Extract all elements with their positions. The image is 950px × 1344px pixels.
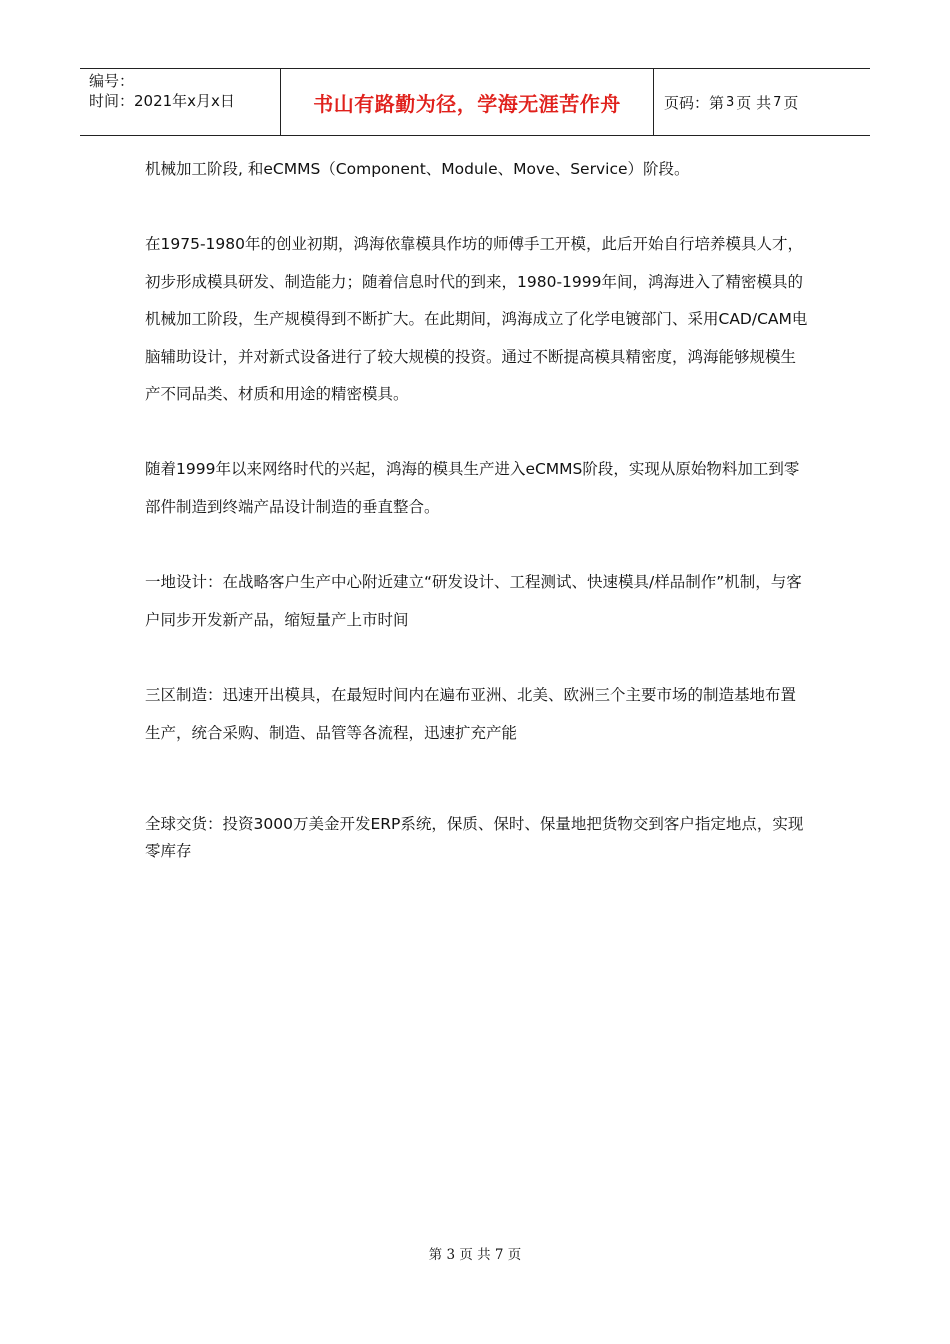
page-mid: 页 共 xyxy=(736,93,772,112)
page-total: 7 xyxy=(773,94,782,110)
paragraph: 全球交货：投资3000万美金开发ERP系统，保质、保时、保量地把货物交到客户指定地点，实现零库存 xyxy=(145,815,804,860)
header-meta xyxy=(80,69,281,135)
paragraph: 机械加工阶段, 和eCMMS（Component、Module、Move、Service）阶段。 xyxy=(145,160,690,178)
page-footer: 第 3 页 共 7 页 xyxy=(428,1247,522,1263)
paragraph: 在1975-1980年的创业初期，鸿海依靠模具作坊的师傅手工开模，此后开始自行培养模具人才，初步形成模具研发、制造能力；随着信息时代的到来，1980-1999年间，鸿海进入了精密模具的机械加工阶段，生产规模得到不断扩大。在此期间，鸿海成立了化学电镀部门、采用CAD/CAM电脑辅助设计，并对新式设备进行了较大规模的投资。通过不断提高模具精密度，鸿海能够规模生产不同品类、材质和用途的精密模具。 xyxy=(145,235,808,403)
header-page-number xyxy=(654,69,870,135)
page-suffix: 页 xyxy=(783,93,799,112)
document-time-label: 时间：2021年x月x日 xyxy=(89,92,235,110)
page-header xyxy=(80,68,870,136)
page-current: 3 xyxy=(726,94,735,110)
paragraph: 三区制造：迅速开出模具，在最短时间内在遍布亚洲、北美、欧洲三个主要市场的制造基地布置生产，统合采购、制造、品管等各流程，迅速扩充产能 xyxy=(145,686,797,742)
header-motto: 书山有路勤为径，学海无涯苦作舟 xyxy=(281,69,654,135)
document-number-label: 编号： xyxy=(89,72,135,90)
page-prefix: 页码：第 xyxy=(664,93,725,112)
paragraph: 随着1999年以来网络时代的兴起，鸿海的模具生产进入eCMMS阶段，实现从原始物料加工到零部件制造到终端产品设计制造的垂直整合。 xyxy=(145,460,800,516)
paragraph: 一地设计：在战略客户生产中心附近建立“研发设计、工程测试、快速模具/样品制作”机制，与客户同步开发新产品，缩短量产上市时间 xyxy=(145,573,802,629)
